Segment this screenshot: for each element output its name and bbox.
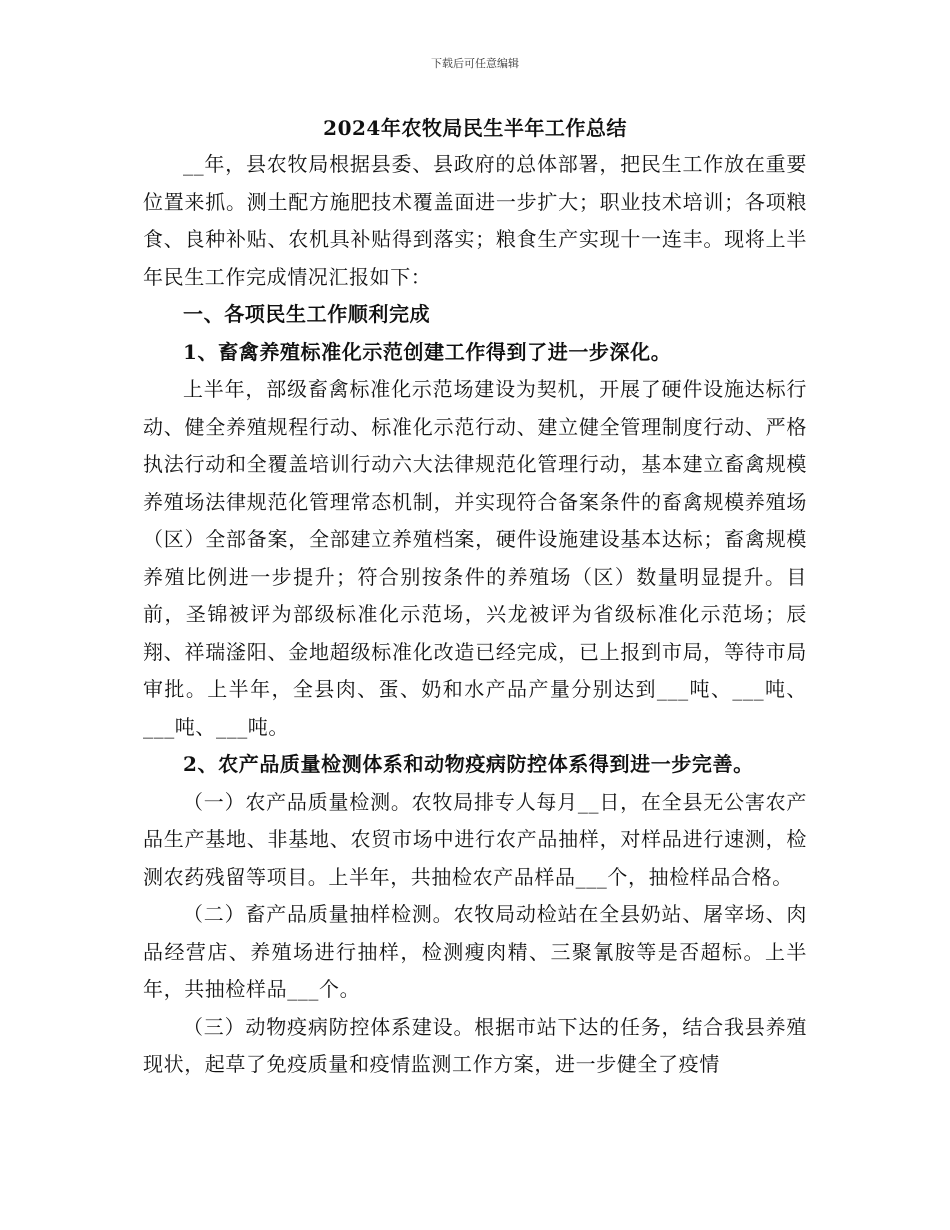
body-paragraph: （二）畜产品质量抽样检测。农牧局动检站在全县奶站、屠宰场、肉品经营店、养殖场进行抽样，检测瘦肉精、三聚氰胺等是否超标。上半年，共抽检样品___个。 — [143, 902, 807, 1001]
subsection-heading-2: 2、农产品质量检测体系和动物疫病防控体系得到进一步完善。 — [183, 752, 754, 776]
document-title: 2024年农牧局民生半年工作总结 — [323, 116, 627, 140]
body-paragraph: （三）动物疫病防控体系建设。根据市站下达的任务，结合我县养殖现状，起草了免疫质量和疫情监测工作方案，进一步健全了疫情 — [143, 1014, 807, 1076]
subsection-heading-1: 1、畜禽养殖标准化示范创建工作得到了进一步深化。 — [183, 339, 672, 364]
intro-paragraph: __年，县农牧局根据县委、县政府的总体部署，把民生工作放在重要位置来抓。测土配方施肥技术覆盖面进一步扩大；职业技术培训；各项粮食、良种补贴、农机具补贴得到落实；粮食生产实现十一连丰。现将上半年民生工作完成情况汇报如下： — [143, 152, 807, 289]
section-heading-1: 一、各项民生工作顺利完成 — [183, 302, 431, 326]
body-paragraph: 上半年，部级畜禽标准化示范场建设为契机，开展了硬件设施达标行动、健全养殖规程行动、标准化示范行动、建立健全管理制度行动、严格执法行动和全覆盖培训行动六大法律规范化管理行动，基本建立畜禽规模养殖场法律规范化管理常态机制，并实现符合备案条件的畜禽规模养殖场（区）全部备案，全部建立养殖档案，硬件设施建设基本达标；畜禽规模养殖比例进一步提升；符合别按条件的养殖场（区）数量明显提升。目前，圣锦被评为部级标准化示范场，兴龙被评为省级标准化示范场；辰翔、祥瑞滏阳、金地超级标准化改造已经完成，已上报到市局，等待市局审批。上半年，全县肉、蛋、奶和水产品产量分别达到___吨、___吨、___吨、___吨。 — [143, 377, 807, 739]
body-paragraph: （一）农产品质量检测。农牧局排专人每月__日，在全县无公害农产品生产基地、非基地、农贸市场中进行农产品抽样，对样品进行速测，检测农药残留等项目。上半年，共抽检农产品样品___个，抽检样品合格。 — [143, 789, 807, 889]
header-note: 下载后可任意编辑 — [431, 57, 519, 70]
document-body — [143, 112, 807, 1084]
